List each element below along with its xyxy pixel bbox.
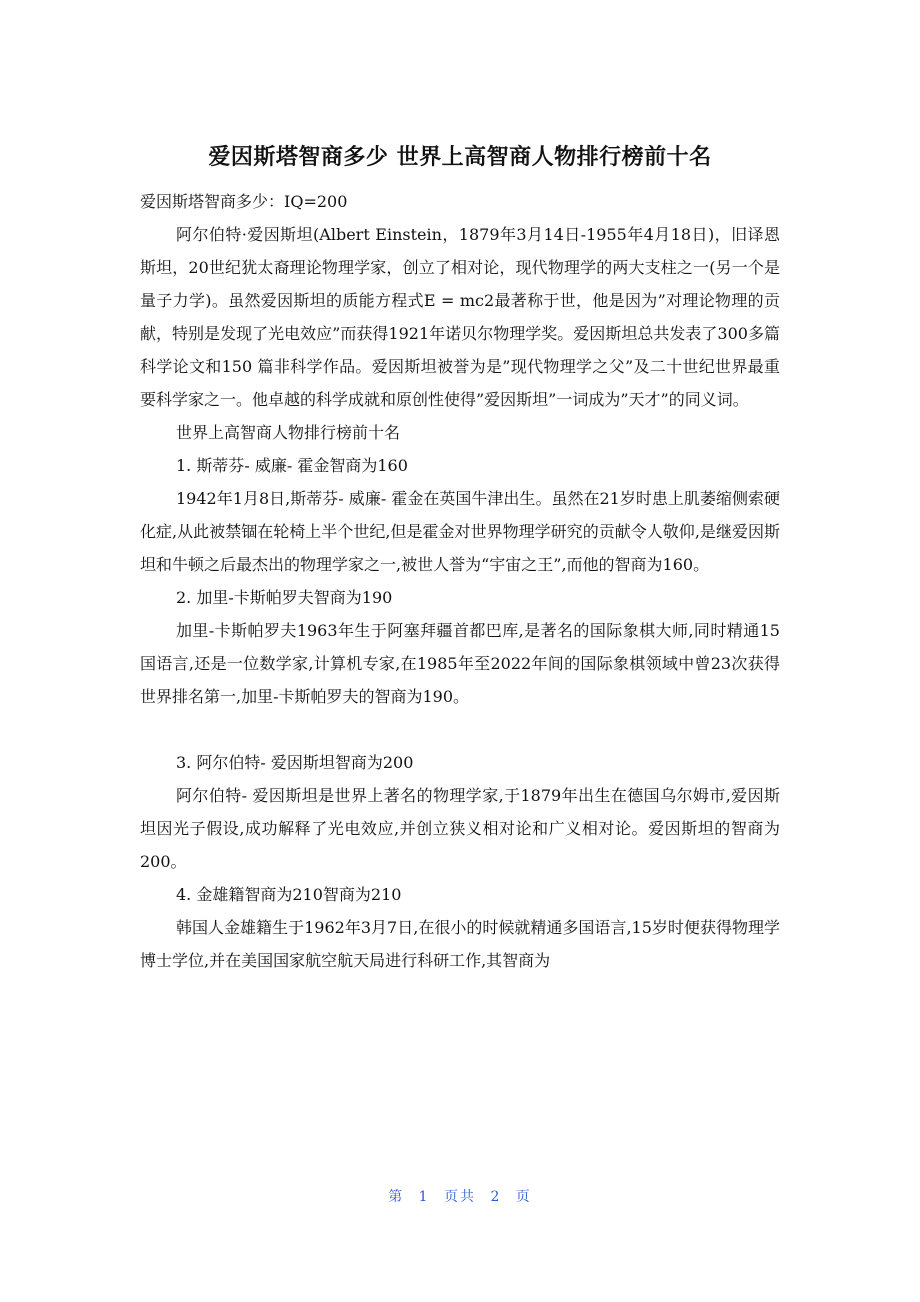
ranking-heading: 世界上高智商人物排行榜前十名 [176, 423, 401, 442]
item-1-heading: 1. 斯蒂芬- 威廉- 霍金智商为160 [176, 456, 408, 475]
spacer [140, 713, 780, 746]
document-body [140, 185, 780, 977]
item-3-body: 阿尔伯特- 爱因斯坦是世界上著名的物理学家,于1879年出生在德国乌尔姆市,爱因斯坦因光子假设,成功解释了光电效应,并创立狭义相对论和广义相对论。爱因斯坦的智商为200。 [140, 786, 780, 871]
page-number-footer: 第 1 页共 2 页 [388, 1189, 532, 1205]
intro-line: 爱因斯塔智商多少：IQ=200 [140, 192, 348, 211]
item-4-body: 韩国人金雄籍生于1962年3月7日,在很小的时候就精通多国语言,15岁时便获得物理学博士学位,并在美国国家航空航天局进行科研工作,其智商为 [140, 918, 780, 970]
einstein-paragraph: 阿尔伯特·爱因斯坦(Albert Einstein，1879年3月14日-1955年4月18日)，旧译恩斯坦，20世纪犹太裔理论物理学家，创立了相对论，现代物理学的两大支柱之一(另一个是量子力学)。虽然爱因斯坦的质能方程式E = mc2最著称于世，他是因为”对理论物理的贡献，特别是发现了光电效应”而获得1921年诺贝尔物理学奖。爱因斯坦总共发表了300多篇科学论文和150 篇非科学作品。爱因斯坦被誉为是”现代物理学之父”及二十世纪世界最重要科学家之一。他卓越的科学成就和原创性使得”爱因斯坦”一词成为”天才”的同义词。 [140, 225, 780, 409]
item-3-heading: 3. 阿尔伯特- 爱因斯坦智商为200 [176, 753, 414, 772]
document-title: 爱因斯塔智商多少 世界上高智商人物排行榜前十名 [208, 145, 712, 170]
item-2-heading: 2. 加里-卡斯帕罗夫智商为190 [176, 588, 393, 607]
item-4-heading: 4. 金雄籍智商为210智商为210 [176, 885, 402, 904]
item-2-body: 加里-卡斯帕罗夫1963年生于阿塞拜疆首都巴库,是著名的国际象棋大师,同时精通15国语言,还是一位数学家,计算机专家,在1985年至2022年间的国际象棋领域中曾23次获得世界排名第一,加里-卡斯帕罗夫的智商为190。 [140, 621, 780, 706]
item-1-body: 1942年1月8日,斯蒂芬- 威廉- 霍金在英国牛津出生。虽然在21岁时患上肌萎缩侧索硬化症,从此被禁锢在轮椅上半个世纪,但是霍金对世界物理学研究的贡献令人敬仰,是继爱因斯坦和牛顿之后最杰出的物理学家之一,被世人誉为“宇宙之王”,而他的智商为160。 [140, 489, 780, 574]
